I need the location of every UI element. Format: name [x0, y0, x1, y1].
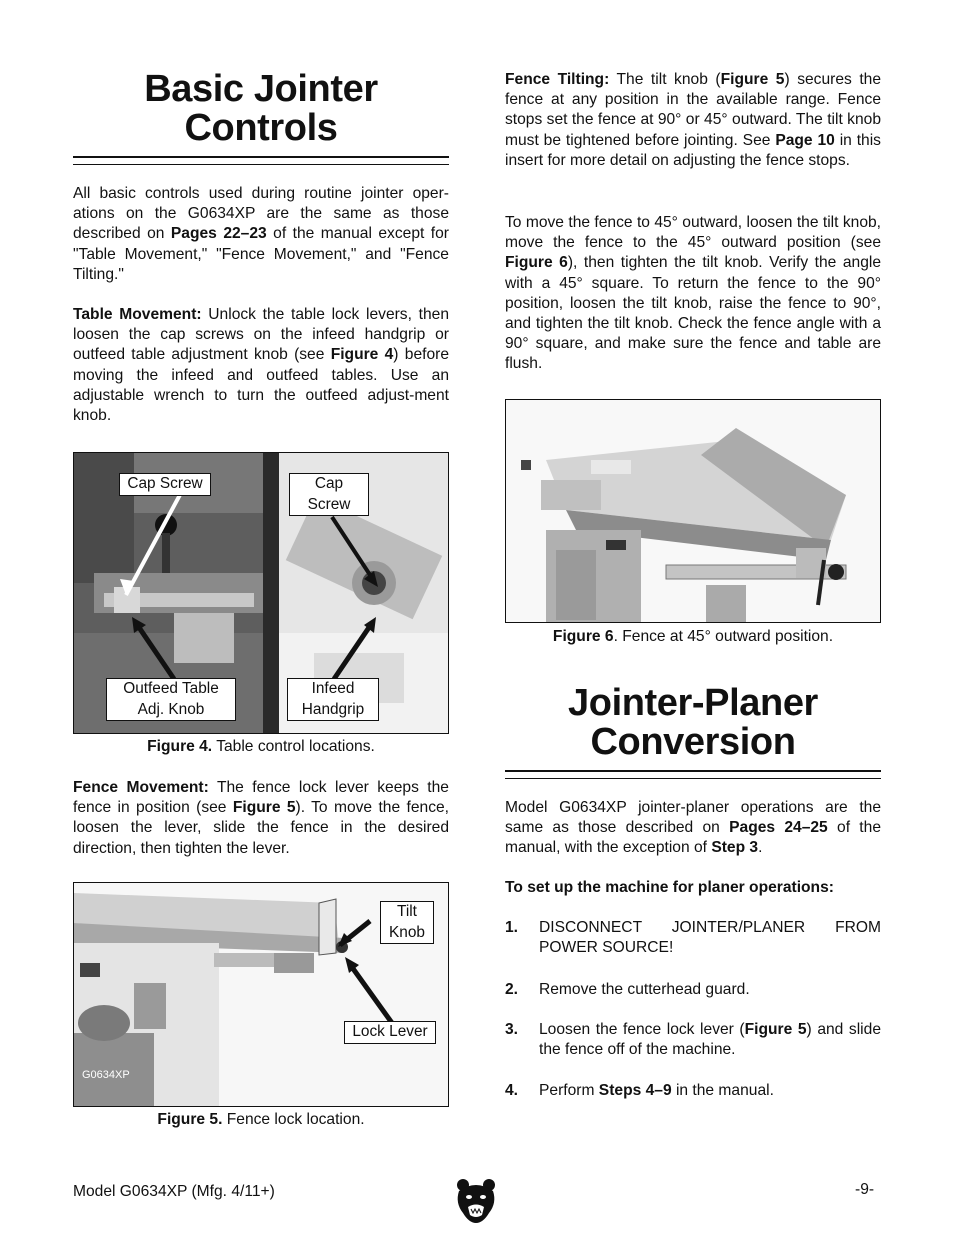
- figure-6-caption: Figure 6. Fence at 45° outward position.: [552, 628, 834, 645]
- figure-4-photo: [73, 452, 449, 734]
- title-rule: [73, 156, 449, 165]
- move-fence-45-paragraph: To move the fence to 45° outward, loosen the tilt knob, move the fence to the 45° outward position (see Figure 6), then tighten the tilt knob. Verify the angle with a 45° square. To return the fence to the 90° position, loosen the tilt knob, raise the fence to 90°, and tighten the tilt knob. Check the fence angle with a 90° square, and make sure the fence and table are flush.: [505, 214, 882, 373]
- label-tilt-knob: Tilt Knob: [380, 901, 434, 944]
- label-infeed-handgrip: Infeed Handgrip: [287, 678, 379, 721]
- title-rule-2: [505, 770, 881, 779]
- label-outfeed-table-adj-knob: Outfeed Table Adj. Knob: [106, 678, 236, 721]
- bear-logo-icon: [455, 1177, 497, 1223]
- intro-paragraph: All basic controls used during routine jointer oper- ations on the G0634XP are the same as those described on Pages 22–23 of the manual except for "Table Movement," "Fence Movement," and "Fence Tilting.": [73, 185, 449, 283]
- label-cap-screw-left: Cap Screw: [119, 473, 211, 496]
- figure-6-photo: [505, 399, 881, 623]
- svg-text:G0634XP: G0634XP: [82, 1069, 130, 1081]
- section-title-jointer-planer-conversion: Jointer-Planer Conversion: [568, 682, 818, 763]
- figure-6-illustration: [506, 400, 881, 623]
- footer-model: Model G0634XP (Mfg. 4/11+): [73, 1183, 275, 1200]
- figure-5-caption: Figure 5. Fence lock location.: [157, 1111, 365, 1128]
- footer-page-number: -9-: [855, 1181, 875, 1198]
- figure-4-caption: Figure 4. Table control locations.: [147, 738, 375, 755]
- table-movement-paragraph: Table Movement: Unlock the table lock levers, then loosen the cap screws on the infeed handgrip or outfeed table adjustment knob (see Figure 4) before moving the infeed and outfeed tables. Use an adjustable wrench to turn the outfeed adjust-ment knob.: [73, 306, 449, 425]
- setup-heading: To set up the machine for planer operations:: [505, 879, 834, 896]
- label-lock-lever: Lock Lever: [344, 1021, 436, 1044]
- fence-movement-paragraph: Fence Movement: The fence lock lever keeps the fence in position (see Figure 5). To move the fence, loosen the lever, slide the fence in the desired direction, then tighten the lever.: [73, 779, 449, 857]
- fence-tilting-paragraph: Fence Tilting: The tilt knob (Figure 5) secures the fence at any position in the available range. Fence stops set the fence at 90° or 45° outward. The tilt knob must be tightened before jointing. See Page 10 in this insert for more detail on adjusting the fence stops.: [505, 71, 882, 169]
- conversion-paragraph: Model G0634XP jointer-planer operations are the same as those described on Pages 24–25 of the manual, with the exception of Step 3.: [505, 799, 881, 857]
- figure-5-photo: [73, 882, 449, 1107]
- label-cap-screw-right: Cap Screw: [289, 473, 369, 516]
- section-title-basic-jointer-controls: Basic Jointer Controls: [144, 68, 378, 149]
